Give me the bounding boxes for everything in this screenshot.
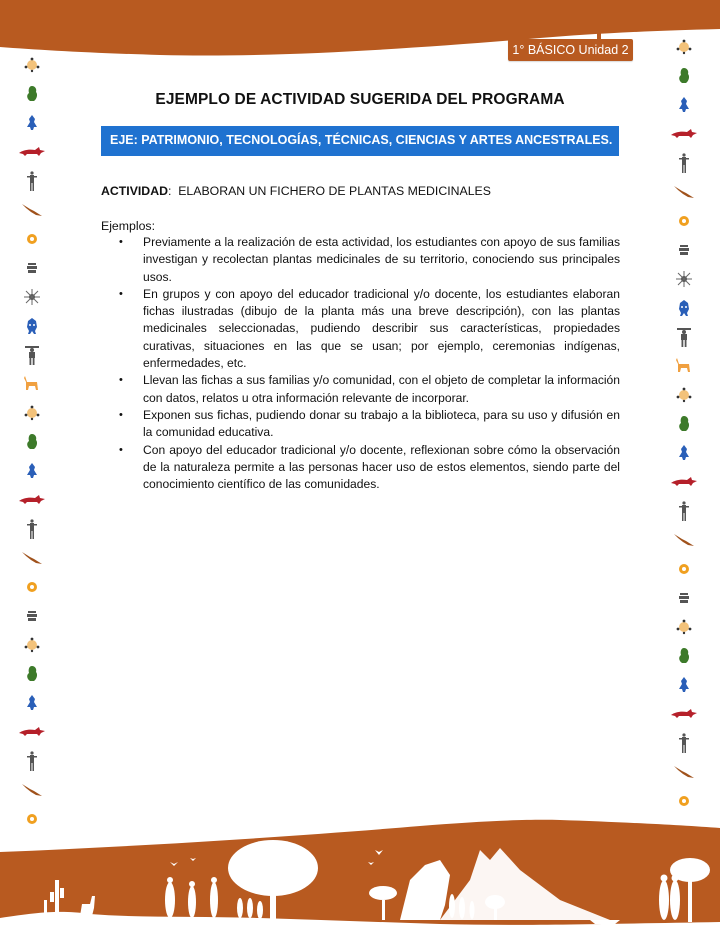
list-item-text: Previamente a la realización de esta actividad, los estudiantes con apoyo de sus familias investigan y recolectan plantas medicinales de su territorio, conociendo sus principales usos. <box>143 235 620 284</box>
list-item-text: Con apoyo del educador tradicional y/o docente, reflexionan sobre cómo la observación de la naturaleza permite a las personas hacer uso de estos elementos, siendo parte del conocimiento científico de las comunidades. <box>143 442 620 492</box>
frog-icon <box>17 433 47 451</box>
standing-figure-icon <box>669 734 699 752</box>
list-item <box>101 442 620 494</box>
vessel-icon <box>669 241 699 259</box>
page-title: EJEMPLO DE ACTIVIDAD SUGERIDA DEL PROGRAMA <box>155 91 565 108</box>
flower-icon <box>669 560 699 578</box>
flower-icon <box>17 578 47 596</box>
activity-separator: : <box>167 184 172 198</box>
llama-icon <box>669 357 699 375</box>
list-item <box>101 234 620 286</box>
bird-icon <box>17 549 47 567</box>
frog-icon <box>669 67 699 85</box>
standing-figure-icon <box>669 154 699 172</box>
frog-icon <box>669 647 699 665</box>
bird-icon <box>669 183 699 201</box>
vessel-icon <box>17 607 47 625</box>
flower-icon <box>669 792 699 810</box>
bird-icon <box>17 201 47 219</box>
standing-figure-icon <box>669 502 699 520</box>
list-item <box>101 407 620 442</box>
vessel-icon <box>17 259 47 277</box>
standing-figure-2-icon <box>17 346 47 364</box>
standing-figure-icon <box>17 752 47 770</box>
bullet-icon: • <box>119 287 123 300</box>
sun-face-icon <box>17 636 47 654</box>
bird-icon <box>17 781 47 799</box>
examples-list <box>101 234 620 493</box>
list-item-text: Llevan las fichas a sus familias y/o comunidad, con el objeto de completar la información con datos, relatos u otra información relevante de incorporar. <box>143 373 620 405</box>
left-icon-column <box>17 56 47 836</box>
standing-figure-icon <box>17 520 47 538</box>
standing-figure-icon <box>17 172 47 190</box>
fox-icon <box>17 143 47 161</box>
examples-label: Ejemplos: <box>101 219 155 233</box>
axis-banner: EJE: PATRIMONIO, TECNOLOGÍAS, TÉCNICAS, CIENCIAS Y ARTES ANCESTRALES. <box>101 126 619 156</box>
fox-icon <box>669 473 699 491</box>
activity-text: ELABORAN UN FICHERO DE PLANTAS MEDICINALES <box>178 184 491 198</box>
blue-figure-icon <box>17 462 47 480</box>
sun-rays-icon <box>17 288 47 306</box>
activity-line <box>101 184 491 198</box>
bird-icon <box>669 531 699 549</box>
fox-icon <box>669 125 699 143</box>
blue-figure-icon <box>669 676 699 694</box>
sun-face-icon <box>669 386 699 404</box>
bird-icon <box>669 763 699 781</box>
llama-icon <box>17 375 47 393</box>
list-item-text: Exponen sus fichas, pudiendo donar su trabajo a la biblioteca, para su uso y difusión en la comunidad educativa. <box>143 407 620 440</box>
bullet-icon: • <box>119 408 123 421</box>
blue-figure-icon <box>669 444 699 462</box>
sun-rays-icon <box>669 270 699 288</box>
standing-figure-2-icon <box>669 328 699 346</box>
activity-label: ACTIVIDAD <box>101 184 168 198</box>
list-item-text: En grupos y con apoyo del educador tradicional y/o docente, los estudiantes elaboran fichas ilustradas (dibujo de la planta más una breve descripción), con las plantas medicinales seleccionadas, pudiendo describir sus características, propiedades curativas, situaciones en las que se usan; por ejemplo, ceremonias indígenas, enfermedades, etc. <box>143 286 620 371</box>
frog-icon <box>17 85 47 103</box>
frog-icon <box>669 415 699 433</box>
sun-face-icon <box>17 56 47 74</box>
fox-icon <box>17 491 47 509</box>
blue-figure-icon <box>17 694 47 712</box>
flower-icon <box>17 230 47 248</box>
bullet-icon: • <box>119 374 123 387</box>
list-item <box>101 372 620 407</box>
blue-mask-icon <box>17 317 47 335</box>
frog-icon <box>17 665 47 683</box>
unit-badge: 1° BÁSICO Unidad 2 <box>508 39 633 61</box>
right-icon-column <box>669 38 699 818</box>
blue-mask-icon <box>669 299 699 317</box>
list-item <box>101 286 620 372</box>
blue-figure-icon <box>669 96 699 114</box>
vessel-icon <box>669 589 699 607</box>
bullet-icon: • <box>119 236 123 248</box>
sun-face-icon <box>669 38 699 56</box>
flower-icon <box>669 212 699 230</box>
sun-face-icon <box>17 404 47 422</box>
bullet-icon: • <box>119 443 123 456</box>
fox-icon <box>17 723 47 741</box>
sun-face-icon <box>669 618 699 636</box>
footer-landscape <box>0 815 720 932</box>
blue-figure-icon <box>17 114 47 132</box>
fox-icon <box>669 705 699 723</box>
